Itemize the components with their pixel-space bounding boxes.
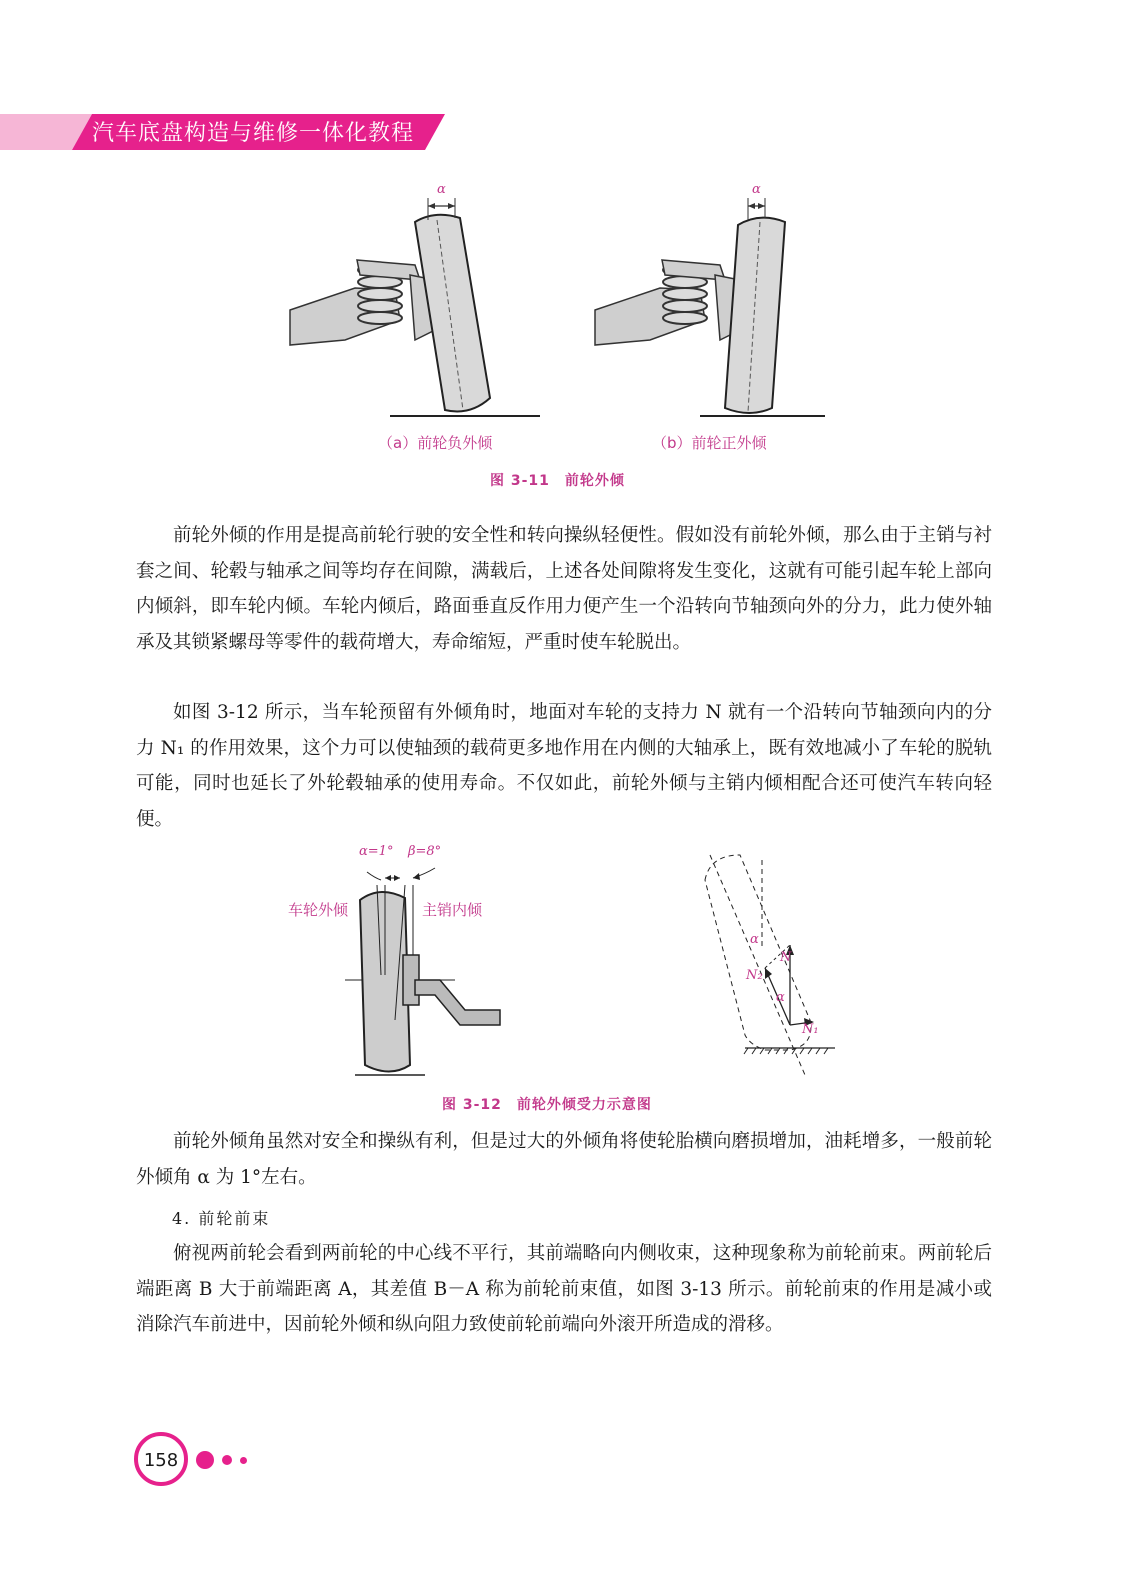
- section-heading-4: 4. 前轮前束: [172, 1209, 271, 1228]
- footer-dot-large: [196, 1451, 214, 1469]
- page-number: 158: [143, 1450, 179, 1471]
- force-N1-label: N₁: [802, 1022, 819, 1037]
- figure-3-11-caption: 图 3-11 前轮外倾: [490, 473, 625, 489]
- paragraph-2: 如图 3-12 所示，当车轮预留有外倾角时，地面对车轮的支持力 N 就有一个沿转向节轴颈向内的分力 N₁ 的作用效果，这个力可以使轴颈的载荷更多地作用在内侧的大轴承上，既有效地减小了车轮的脱轨可能，同时也延长了外轮毂轴承的使用寿命。不仅如此，前轮外倾与主销内倾相配合还可使汽车转向轻便。: [136, 702, 992, 830]
- figure-3-12-wheel: [315, 860, 525, 1080]
- figure-3-11-b: [590, 180, 840, 420]
- footer-dot-medium: [222, 1455, 232, 1465]
- book-title: 汽车底盘构造与维修一体化教程: [92, 121, 415, 146]
- figure-3-12-force-diagram: [690, 850, 850, 1080]
- paragraph-1: 前轮外倾的作用是提高前轮行驶的安全性和转向操纵轻便性。假如没有前轮外倾，那么由于主销与衬套之间、轮毂与轴承之间等均存在间隙，满载后，上述各处间隙将发生变化，这就有可能引起车轮上部向内倾斜，即车轮内倾。车轮内倾后，路面垂直反作用力便产生一个沿转向节轴颈向外的分力，此力使外轴承及其锁紧螺母等零件的载荷增大，寿命缩短，严重时使车轮脱出。: [136, 525, 992, 653]
- camber-label: 车轮外倾: [288, 901, 349, 919]
- figure-3-11-b-caption: （b）前轮正外倾: [652, 434, 767, 452]
- beta-8-label: β=8°: [408, 844, 442, 859]
- figure-3-11-a-caption: （a）前轮负外倾: [378, 434, 493, 452]
- alpha-1-label: α=1°: [359, 844, 394, 859]
- force-N-label: N: [780, 950, 792, 965]
- alpha-label-a: α: [437, 182, 446, 197]
- paragraph-3: 前轮外倾角虽然对安全和操纵有利，但是过大的外倾角将使轮胎横向磨损增加，油耗增多，一般前轮外倾角 α 为 1°左右。: [136, 1131, 992, 1188]
- force-N2-label: N₂: [746, 968, 763, 983]
- footer-dot-small: [240, 1457, 247, 1464]
- force-alpha-top: α: [750, 932, 759, 947]
- paragraph-4: 俯视两前轮会看到两前轮的中心线不平行，其前端略向内侧收束，这种现象称为前轮前束。两前轮后端距离 B 大于前端距离 A，其差值 B－A 称为前轮前束值，如图 3-13 所示。前轮前束的作用是减小或消除汽车前进中，因前轮外倾和纵向阻力致使前轮前端向外滚开所造成的滑移。: [136, 1243, 992, 1335]
- kingpin-label: 主销内倾: [422, 901, 483, 919]
- page-number-badge: [134, 1432, 188, 1486]
- force-alpha-mid: α: [776, 990, 785, 1005]
- figure-3-12-caption: 图 3-12 前轮外倾受力示意图: [442, 1097, 652, 1113]
- figure-3-11-a: [285, 180, 545, 420]
- alpha-label-b: α: [752, 182, 761, 197]
